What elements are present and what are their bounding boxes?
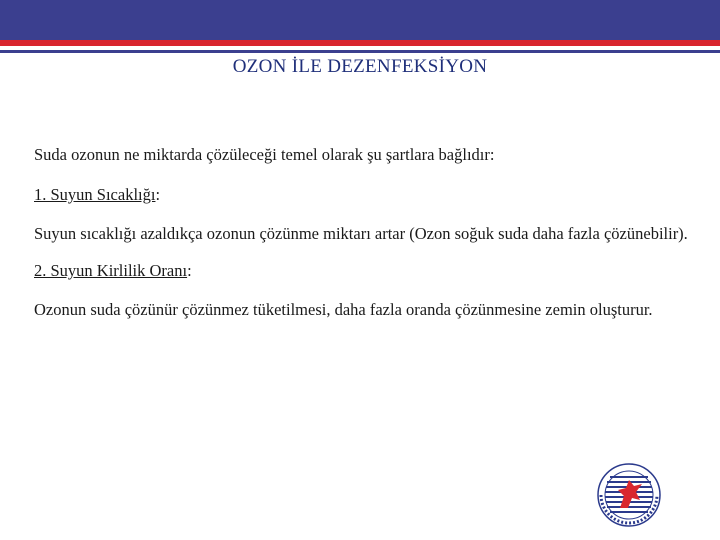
section-1-heading-text: 1. Suyun Sıcaklığı xyxy=(34,185,156,204)
header-blue-stripe xyxy=(0,50,720,53)
intro-text: Suda ozonun ne miktarda çözüleceği temel olarak şu şartlara bağlıdır: xyxy=(34,145,495,164)
slide-content xyxy=(34,145,694,329)
section-1-heading xyxy=(34,185,694,204)
section-2-heading xyxy=(34,261,694,280)
section-1-body: Suyun sıcaklığı azaldıkça ozonun çözünme miktarı artar (Ozon soğuk suda daha fazla çözünebilir). xyxy=(34,224,688,243)
slide-title: OZON İLE DEZENFEKSİYON xyxy=(232,56,488,77)
section-2-colon: : xyxy=(187,261,192,280)
university-seal-icon xyxy=(596,462,662,528)
section-2-heading-text: 2. Suyun Kirlilik Oranı xyxy=(34,261,188,280)
header-band xyxy=(0,0,720,40)
section-1-colon: : xyxy=(155,185,161,204)
section-2-body: Ozonun suda çözünür çözünmez tüketilmesi, daha fazla oranda çözünmesine zemin oluşturur. xyxy=(34,300,653,319)
